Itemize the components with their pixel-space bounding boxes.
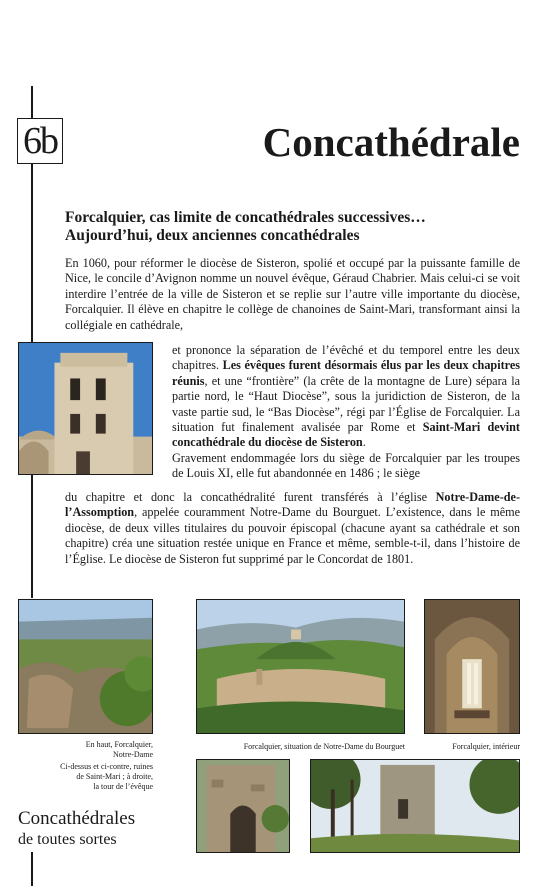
caption-left-line-1: En haut, Forcalquier, (85, 740, 153, 749)
caption-left-line-2: Notre-Dame (113, 750, 153, 759)
para3-bold-1: Notre-Dame-de-l’Assomption (65, 490, 520, 520)
section-heading-line-2: de toutes sortes (18, 831, 117, 848)
section-number-badge: 6b (17, 118, 63, 164)
caption-left-bottom (30, 762, 153, 792)
body-paragraph-3 (65, 490, 520, 567)
para2-bold-1: Les évêques furent désormais élus par les deux chapitres réunis (172, 358, 520, 388)
body-paragraph-1: En 1060, pour réformer le diocèse de Sisteron, spolié et occupé par la puissante famille de Nice, le concile d’Avignon nomme un nouvel évêque, Géraud Chabrier. Mais celui-ci se voit interdire l’entrée de la ville de Sisteron et se replie sur l’autre ville importante du diocèse, Forcalquier. Il élève en chapitre le collège de chanoines de Saint-Mari, transformant ainsi la collégiale en cathédrale, (65, 256, 520, 332)
section-heading (18, 808, 135, 850)
caption-town: Forcalquier, situation de Notre-Dame du Bourguet (243, 742, 405, 751)
para2-text-2: , et une “frontière” (la crête de la montagne de Lure) sépara la partie nord, le “Haut Diocèse”, sous la juridiction de Sisteron, de la vaste partie sud, le “Bas Diocèse”, régi par l’Église de Forcalquier. La situation fut finalement avalisée par Rome et (172, 373, 520, 435)
para3-text-1: du chapitre et donc la concathédralité furent transférés à l’église (65, 490, 436, 504)
caption-left-top (40, 740, 153, 760)
para2-text-1: et prononce la séparation de l’évêché et du temporel entre les deux chapitres. (172, 343, 520, 373)
para2-text-3: . (362, 435, 366, 450)
para2-text-4: Gravement endommagée lors du siège de Forcalquier par les troupes de Louis XI, elle fut abandonnée en 1486 ; le siège (172, 450, 520, 481)
caption-left-line-5: la tour de l’évêque (93, 782, 153, 791)
para3-text-2: , appelée couramment Notre-Dame du Bourguet. L’existence, dans le même diocèse, de deux villes titulaires du pouvoir épiscopal (chacune ayant sa cathédrale et son chapitre) créa une situation restée unique en France et même, semble-t-il, dans l’histoire de l’Église. Le diocèse de Sisteron fut supprimé par le Concordat de 1801. (65, 505, 520, 566)
body-paragraph-2 (172, 343, 520, 482)
margin-rule-middle (31, 164, 33, 342)
caption-left-line-3: Ci-dessus et ci-contre, ruines (60, 762, 153, 771)
tower-among-trees-photo (310, 759, 520, 853)
headline-line-2: Aujourd’hui, deux anciennes concathédrales (65, 227, 360, 244)
headline (65, 209, 525, 245)
para2-bold-2: Saint-Mari devint concathédrale du diocèse de Sisteron (172, 420, 520, 450)
page-title: Concathédrale (262, 119, 520, 165)
margin-rule-low (31, 474, 33, 598)
church-tower-photo (18, 342, 153, 475)
caption-left-line-4: de Saint-Mari ; à droite, (76, 772, 153, 781)
margin-rule-bottom (31, 852, 33, 886)
section-heading-line-1: Concathédrales (18, 808, 136, 829)
margin-rule-top (31, 86, 33, 118)
hilltop-town-photo (196, 599, 405, 734)
stone-ruin-photo (196, 759, 290, 853)
caption-interior: Forcalquier, intérieur (452, 742, 520, 751)
ruins-landscape-photo (18, 599, 153, 734)
headline-line-1: Forcalquier, cas limite de concathédrales successives… (65, 209, 426, 226)
gothic-interior-photo (424, 599, 520, 734)
